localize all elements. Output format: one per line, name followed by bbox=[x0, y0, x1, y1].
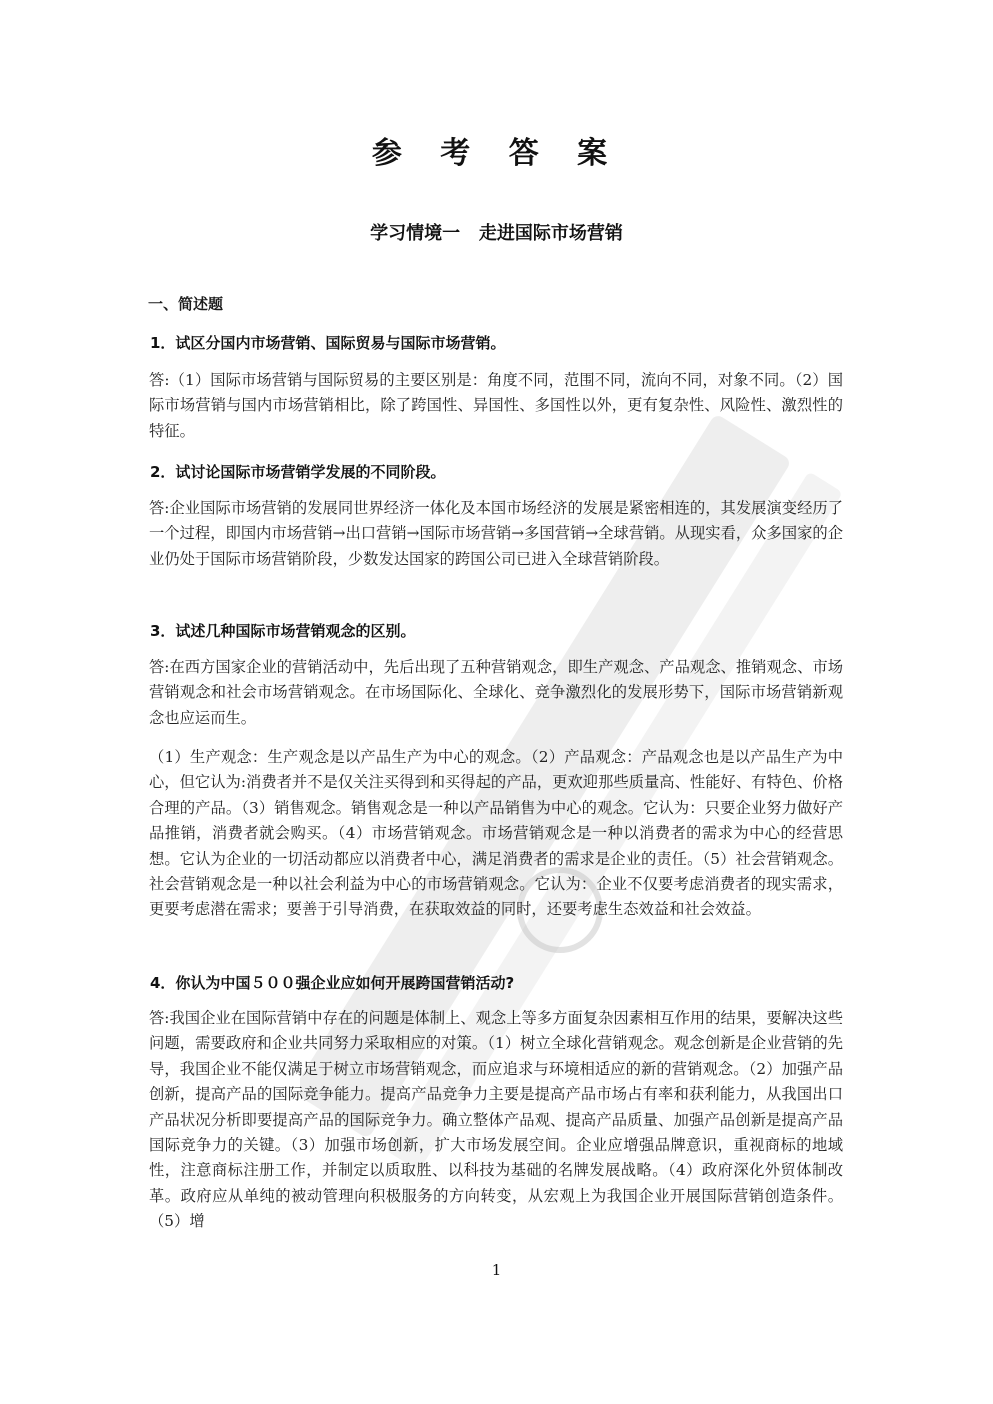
question-2: 2．试讨论国际市场营销学发展的不同阶段。 bbox=[150, 463, 446, 481]
section-heading: 一、简述题 bbox=[148, 295, 224, 313]
chapter-title: 学习情境一 走进国际市场营销 bbox=[370, 223, 623, 244]
answer-2: 答:企业国际市场营销的发展同世界经济一体化及本国市场经济的发展是紧密相连的，其发展演变经历了一个过程，即国内市场营销→出口营销→国际市场营销→多国营销→全球营销。从现实看，众多国家的企业仍处于国际市场营销阶段，少数发达国家的跨国公司已进入全球营销阶段。 bbox=[149, 499, 843, 568]
answer-1: 答:（1）国际市场营销与国际贸易的主要区别是：角度不同，范围不同，流向不同，对象不同。（2）国际市场营销与国内市场营销相比，除了跨国性、异国性、多国性以外，更有复杂性、风险性、激烈性的特征。 bbox=[149, 371, 843, 440]
answer-3-detail: （1）生产观念：生产观念是以产品生产为中心的观念。（2）产品观念：产品观念也是以产品生产为中心，但它认为:消费者并不是仅关注买得到和买得起的产品，更欢迎那些质量高、性能好、有特色、价格合理的产品。（3）销售观念。销售观念是一种以产品销售为中心的观念。它认为：只要企业努力做好产品推销，消费者就会购买。（4）市场营销观念。市场营销观念是一种以消费者的需求为中心的经营思想。它认为企业的一切活动都应以消费者中心，满足消费者的需求是企业的责任。（5）社会营销观念。社会营销观念是一种以社会利益为中心的市场营销观念。它认为：企业不仅要考虑消费者的现实需求，更要考虑潜在需求；要善于引导消费，在获取效益的同时，还要考虑生态效益和社会效益。 bbox=[149, 748, 843, 919]
question-4: 4．你认为中国５００强企业应如何开展跨国营销活动? bbox=[150, 974, 515, 992]
question-3: 3．试述几种国际市场营销观念的区别。 bbox=[150, 622, 416, 640]
answer-3: 答:在西方国家企业的营销活动中，先后出现了五种营销观念，即生产观念、产品观念、推销观念、市场营销观念和社会市场营销观念。在市场国际化、全球化、竞争激烈化的发展形势下，国际市场营销新观念也应运而生。 bbox=[149, 658, 843, 727]
answer-4: 答:我国企业在国际营销中存在的问题是体制上、观念上等多方面复杂因素相互作用的结果，要解决这些问题，需要政府和企业共同努力采取相应的对策。（1）树立全球化营销观念。观念创新是企业营销的先导，我国企业不能仅满足于树立市场营销观念，而应追求与环境相适应的新的营销观念。（2）加强产品创新，提高产品的国际竞争能力。提高产品竞争力主要是提高产品市场占有率和获利能力，从我国出口产品状况分析即要提高产品的国际竞争力。确立整体产品观、提高产品质量、加强产品创新是提高产品国际竞争力的关键。（3）加强市场创新，扩大市场发展空间。企业应增强品牌意识，重视商标的地域性，注意商标注册工作，并制定以质取胜、以科技为基础的名牌发展战略。（4）政府深化外贸体制改革。政府应从单纯的被动管理向积极服务的方向转变，从宏观上为我国企业开展国际营销创造条件。（5）增 bbox=[149, 1009, 843, 1231]
question-1: 1．试区分国内市场营销、国际贸易与国际市场营销。 bbox=[150, 334, 506, 352]
document-title: 参 考 答 案 bbox=[371, 136, 622, 171]
page-number: 1 bbox=[491, 1261, 502, 1279]
